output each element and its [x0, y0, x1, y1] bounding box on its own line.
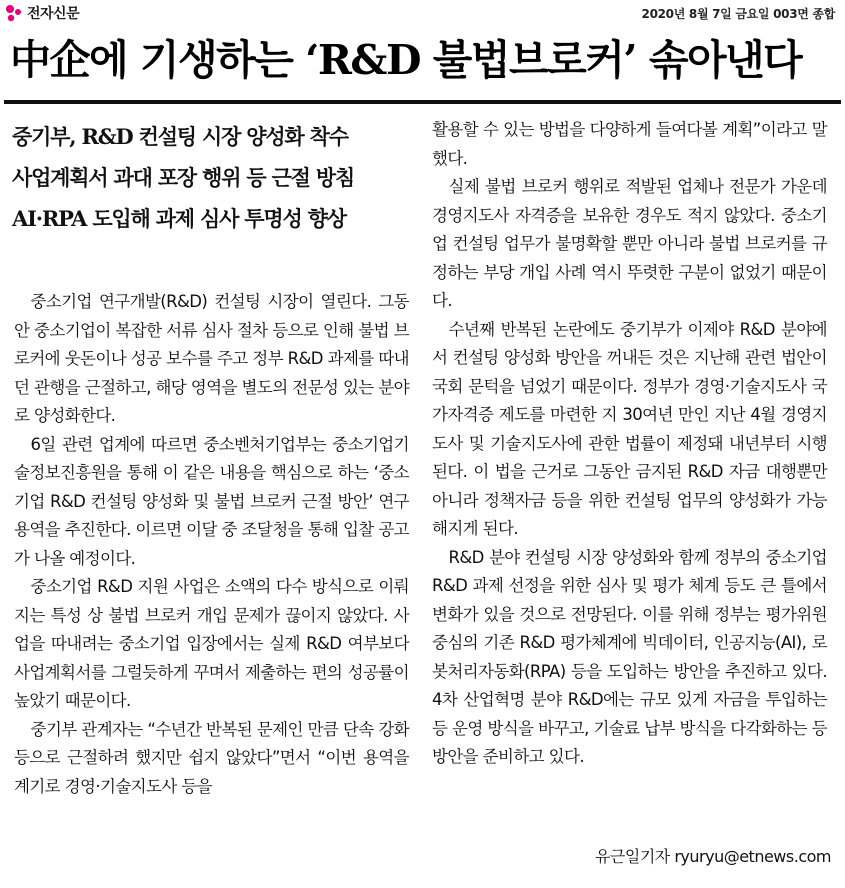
- edition-info: 2020년 8월 7일 금요일 003면 종합: [641, 7, 835, 21]
- paragraph: R&D 분야 컨설팅 시장 양성화와 함께 정부의 중소기업 R&D 과제 선정을 위한 심사 및 평가 체계 등도 큰 틀에서 변화가 있을 것으로 전망된다. 이를 위해 정부는 평가위원 중심의 기존 R&D 평가체계에 빅데이터, 인공지능(AI), 로봇처리자동화(RPA) 등을 도입하는 방안을 추진하고 있다. 4차 산업혁명 분야 R&D에는 규모 있게 자금을 투입하는 등 운영 방식을 바꾸고, 기술료 납부 방식을 다각화하는 등 방안을 준비하고 있다.: [432, 547, 827, 766]
- headline-rule: [4, 100, 841, 104]
- subhead-3: AI·RPA 도입해 과제 심사 투명성 향상: [12, 206, 346, 231]
- subhead-2: 사업계획서 과대 포장 행위 등 근절 방침: [12, 165, 355, 190]
- paragraph: 중소기업 R&D 지원 사업은 소액의 다수 방식으로 이뤄지는 특성 상 불법 브로커 개입 문제가 끊이지 않았다. 사업을 따내려는 중소기업 입장에서는 실제 R&D 여부보다 사업계획서를 그럴듯하게 꾸며서 제출하는 편의 성공률이 높았기 때문이다.: [14, 577, 409, 710]
- article-column-right: [432, 116, 827, 772]
- logo: [4, 3, 79, 23]
- paragraph: 수년째 반복된 논란에도 중기부가 이제야 R&D 분야에서 컨설팅 양성화 방안을 꺼내든 것은 지난해 관련 법안이 국회 문턱을 넘었기 때문이다. 정부가 경영·기술지도사 국가자격증 제도를 마련한 지 30여년 만인 지난 4월 경영지도사 및 기술지도사에 관한 법률이 제정돼 내년부터 시행된다. 이 법을 근거로 그동안 금지된 R&D 자금 대행뿐만 아니라 정책자금 등을 위한 컨설팅 업무의 양성화가 가능해지게 된다.: [432, 319, 827, 538]
- article-column-left: [14, 288, 409, 801]
- logo-name: 전자신문: [27, 6, 80, 22]
- paragraph: 중소기업 연구개발(R&D) 컨설팅 시장이 열린다. 그동안 중소기업이 복잡한 서류 심사 절차 등으로 인해 불법 브로커에 웃돈이나 성공 보수를 주고 정부 R&D 과제를 따내던 관행을 근절하고, 해당 영역을 별도의 전문성 있는 분야로 양성화한다.: [14, 292, 409, 425]
- subhead-1: 중기부, R&D 컨설팅 시장 양성화 착수: [12, 124, 348, 149]
- newspaper-logo-icon: [4, 3, 24, 23]
- subheads: [12, 116, 414, 239]
- paragraph: 실제 불법 브로커 행위로 적발된 업체나 전문가 가운데 경영지도사 자격증을 보유한 경우도 적지 않았다. 중소기업 컨설팅 업무가 불명확할 뿐만 아니라 불법 브로커를 규정하는 부당 개입 사례 역시 뚜렷한 구분이 없었기 때문이다.: [432, 177, 827, 310]
- headline: 中企에 기생하는 ‘R&D 불법브로커’ 솎아낸다: [10, 36, 802, 84]
- paragraph-continuation: 활용할 수 있는 방법을 다양하게 들여다볼 계획”이라고 말했다.: [432, 120, 827, 168]
- byline: 유근일기자 ryuryu@etnews.com: [594, 847, 831, 866]
- paragraph: 6일 관련 업계에 따르면 중소벤처기업부는 중소기업기술정보진흥원을 통해 이 같은 내용을 핵심으로 하는 ‘중소기업 R&D 컨설팅 양성화 및 불법 브로커 근절 방안’ 연구 용역을 추진한다. 이르면 이달 중 조달청을 통해 입찰 공고가 나올 예정이다.: [14, 434, 409, 568]
- masthead: [0, 0, 845, 26]
- paragraph: 중기부 관계자는 “수년간 반복된 문제인 만큼 단속 강화 등으로 근절하려 했지만 쉽지 않았다”면서 “이번 용역을 계기로 경영·기술지도사 등을: [14, 719, 409, 796]
